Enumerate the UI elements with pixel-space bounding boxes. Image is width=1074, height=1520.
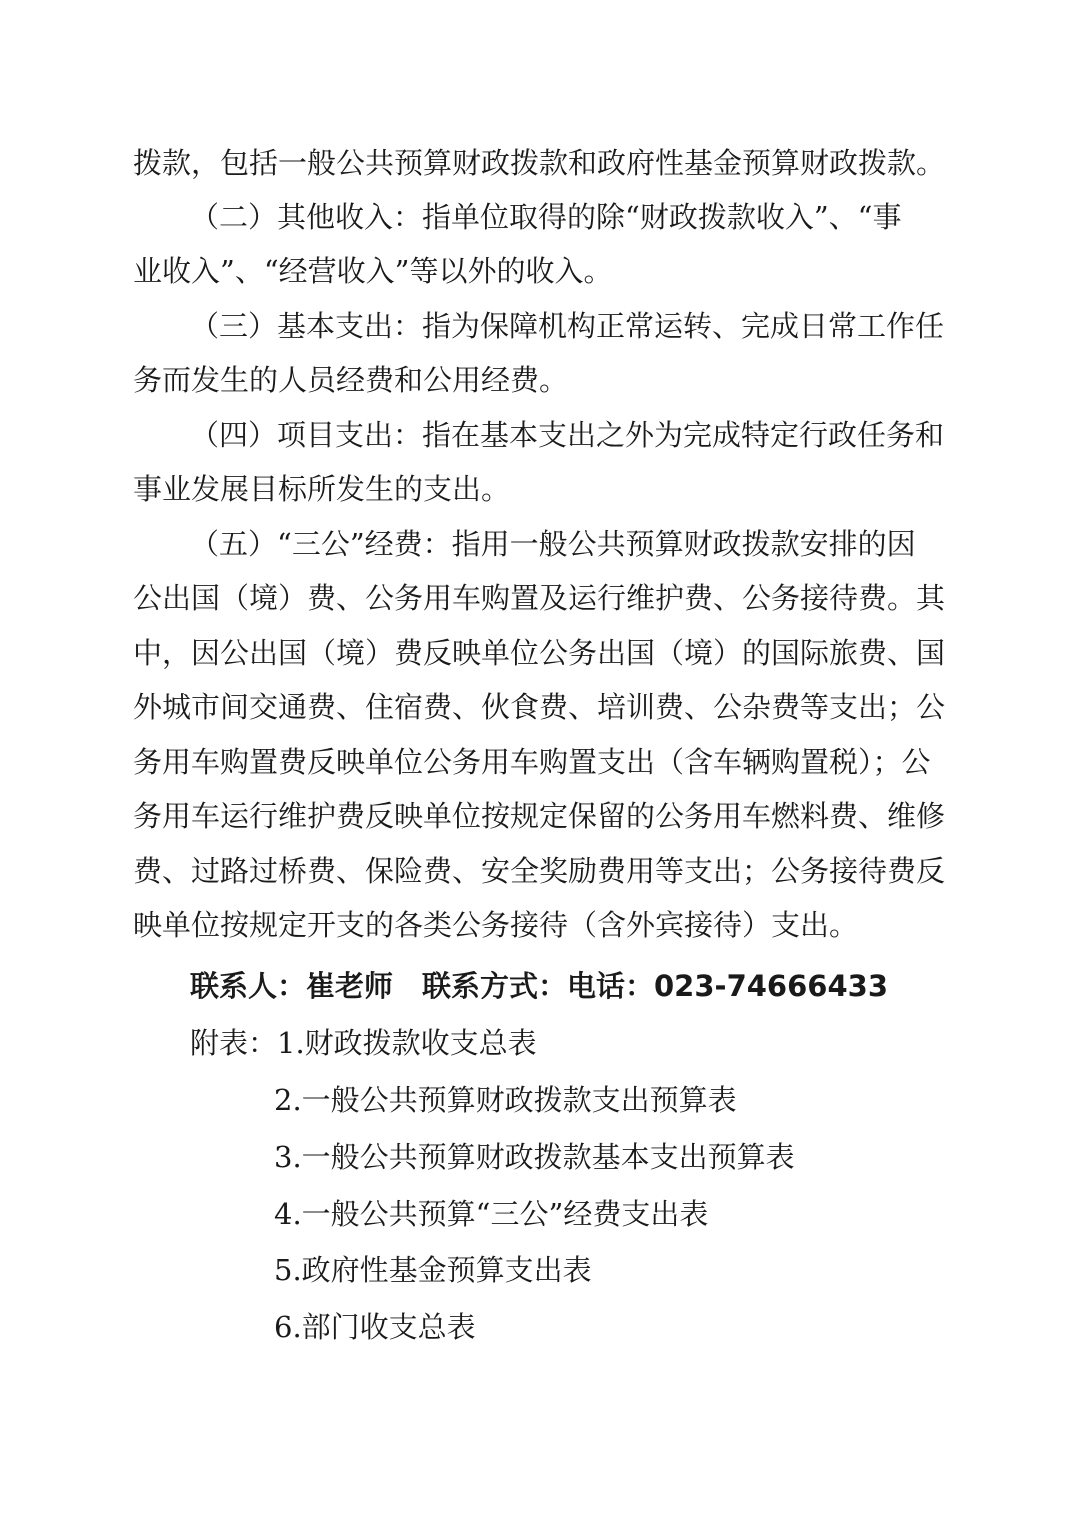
contact-line: 联系人：崔老师 联系方式：电话：023-74666433 <box>190 969 888 1003</box>
paragraph-line: （四）项目支出：指在基本支出之外为完成特定行政任务和 <box>190 418 945 452</box>
paragraph-line: 外城市间交通费、住宿费、伙食费、培训费、公杂费等支出；公 <box>133 690 946 724</box>
attachment-item: 3.一般公共预算财政拨款基本支出预算表 <box>274 1140 795 1174</box>
paragraph-line: （三）基本支出：指为保障机构正常运转、完成日常工作任 <box>190 309 945 343</box>
attachment-item: 6.部门收支总表 <box>274 1310 476 1344</box>
paragraph-line: 事业发展目标所发生的支出。 <box>133 472 511 506</box>
paragraph-line: （二）其他收入：指单位取得的除“财政拨款收入”、“事 <box>190 200 902 234</box>
paragraph-line: 费、过路过桥费、保险费、安全奖励费用等支出；公务接待费反 <box>133 854 946 888</box>
attachment-item: 4.一般公共预算“三公”经费支出表 <box>274 1197 709 1231</box>
attachments-header: 附表：1.财政拨款收支总表 <box>190 1026 537 1060</box>
paragraph-line: （五）“三公”经费：指用一般公共预算财政拨款安排的因 <box>190 527 916 561</box>
paragraph-line: 务用车运行维护费反映单位按规定保留的公务用车燃料费、维修 <box>133 799 946 833</box>
paragraph-line: 中，因公出国（境）费反映单位公务出国（境）的国际旅费、国 <box>133 636 946 670</box>
attachment-item: 2.一般公共预算财政拨款支出预算表 <box>274 1083 737 1117</box>
paragraph-line: 务而发生的人员经费和公用经费。 <box>133 363 569 397</box>
paragraph-line: 映单位按规定开支的各类公务接待（含外宾接待）支出。 <box>133 908 859 942</box>
paragraph-line: 业收入”、“经营收入”等以外的收入。 <box>133 254 613 288</box>
attachment-item: 5.政府性基金预算支出表 <box>274 1253 592 1287</box>
paragraph-line: 公出国（境）费、公务用车购置及运行维护费、公务接待费。其 <box>133 581 946 615</box>
paragraph-line: 拨款，包括一般公共预算财政拨款和政府性基金预算财政拨款。 <box>133 146 946 180</box>
paragraph-line: 务用车购置费反映单位公务用车购置支出（含车辆购置税）；公 <box>133 745 931 779</box>
